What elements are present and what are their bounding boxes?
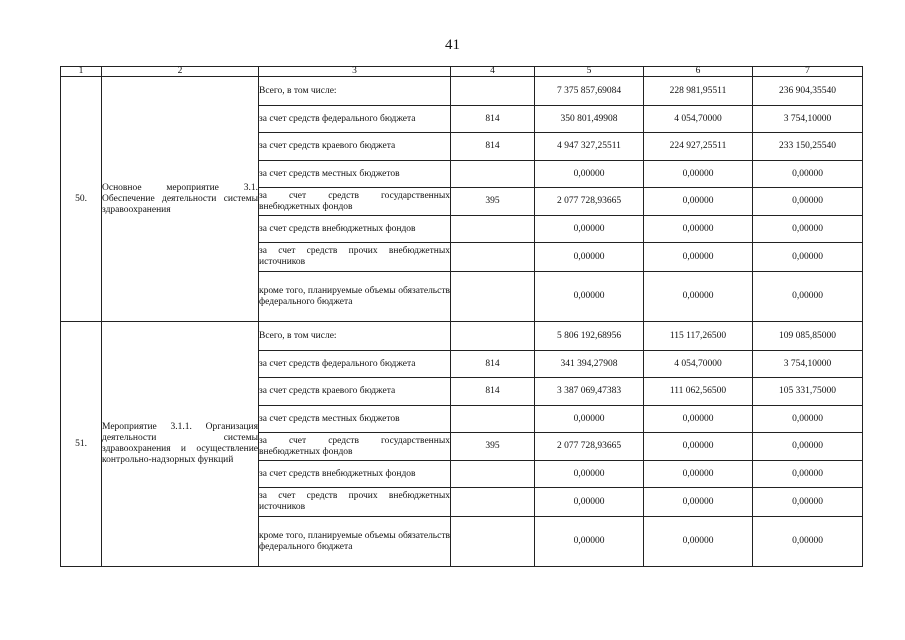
budget-code: 814 bbox=[451, 106, 535, 133]
measure-name: Основное мероприятие 3.1. Обеспечение деятельности системы здравоохранения bbox=[102, 77, 259, 322]
row-number: 50. bbox=[61, 77, 102, 322]
budget-code bbox=[451, 77, 535, 106]
table-row bbox=[61, 77, 863, 106]
budget-code bbox=[451, 272, 535, 322]
column-header: 2 bbox=[102, 67, 259, 77]
amount-col-6: 0,00000 bbox=[644, 188, 753, 216]
funding-source: кроме того, планируемые объемы обязательств федерального бюджета bbox=[259, 517, 451, 567]
amount-col-7: 0,00000 bbox=[753, 161, 863, 188]
budget-code bbox=[451, 243, 535, 272]
amount-col-7: 236 904,35540 bbox=[753, 77, 863, 106]
amount-col-7: 0,00000 bbox=[753, 488, 863, 517]
budget-code: 395 bbox=[451, 433, 535, 461]
budget-code bbox=[451, 488, 535, 517]
amount-col-7: 233 150,25540 bbox=[753, 133, 863, 161]
amount-col-7: 0,00000 bbox=[753, 461, 863, 488]
amount-col-5: 0,00000 bbox=[535, 216, 644, 243]
amount-col-6: 224 927,25511 bbox=[644, 133, 753, 161]
amount-col-7: 105 331,75000 bbox=[753, 378, 863, 406]
row-number: 51. bbox=[61, 322, 102, 567]
amount-col-6: 111 062,56500 bbox=[644, 378, 753, 406]
budget-code bbox=[451, 322, 535, 351]
budget-code: 814 bbox=[451, 378, 535, 406]
amount-col-6: 0,00000 bbox=[644, 243, 753, 272]
amount-col-6: 0,00000 bbox=[644, 517, 753, 567]
funding-source: за счет средств государственных внебюджетных фондов bbox=[259, 433, 451, 461]
column-header: 7 bbox=[753, 67, 863, 77]
funding-source: за счет средств федерального бюджета bbox=[259, 351, 451, 378]
funding-source: за счет средств внебюджетных фондов bbox=[259, 216, 451, 243]
funding-source: за счет средств местных бюджетов bbox=[259, 406, 451, 433]
amount-col-6: 0,00000 bbox=[644, 433, 753, 461]
budget-code: 395 bbox=[451, 188, 535, 216]
funding-source: за счет средств федерального бюджета bbox=[259, 106, 451, 133]
amount-col-7: 109 085,85000 bbox=[753, 322, 863, 351]
budget-code bbox=[451, 461, 535, 488]
amount-col-5: 2 077 728,93665 bbox=[535, 188, 644, 216]
amount-col-5: 5 806 192,68956 bbox=[535, 322, 644, 351]
amount-col-7: 0,00000 bbox=[753, 188, 863, 216]
amount-col-5: 3 387 069,47383 bbox=[535, 378, 644, 406]
amount-col-5: 0,00000 bbox=[535, 243, 644, 272]
measure-name: Мероприятие 3.1.1. Организация деятельности системы здравоохранения и осуществление контрольно-надзорных функций bbox=[102, 322, 259, 567]
amount-col-6: 0,00000 bbox=[644, 461, 753, 488]
budget-code bbox=[451, 161, 535, 188]
budget-code bbox=[451, 406, 535, 433]
funding-source: кроме того, планируемые объемы обязательств федерального бюджета bbox=[259, 272, 451, 322]
amount-col-7: 3 754,10000 bbox=[753, 106, 863, 133]
column-header: 5 bbox=[535, 67, 644, 77]
amount-col-7: 0,00000 bbox=[753, 433, 863, 461]
page-number: 41 bbox=[445, 37, 460, 53]
budget-code bbox=[451, 517, 535, 567]
column-header: 1 bbox=[61, 67, 102, 77]
budget-code: 814 bbox=[451, 351, 535, 378]
amount-col-6: 115 117,26500 bbox=[644, 322, 753, 351]
amount-col-5: 2 077 728,93665 bbox=[535, 433, 644, 461]
amount-col-5: 0,00000 bbox=[535, 161, 644, 188]
amount-col-6: 0,00000 bbox=[644, 488, 753, 517]
amount-col-7: 0,00000 bbox=[753, 272, 863, 322]
funding-source: за счет средств краевого бюджета bbox=[259, 133, 451, 161]
amount-col-5: 0,00000 bbox=[535, 461, 644, 488]
amount-col-6: 0,00000 bbox=[644, 406, 753, 433]
column-header: 3 bbox=[259, 67, 451, 77]
funding-source: за счет средств прочих внебюджетных источников bbox=[259, 243, 451, 272]
amount-col-6: 0,00000 bbox=[644, 216, 753, 243]
amount-col-6: 228 981,95511 bbox=[644, 77, 753, 106]
amount-col-5: 341 394,27908 bbox=[535, 351, 644, 378]
funding-source: за счет средств государственных внебюджетных фондов bbox=[259, 188, 451, 216]
amount-col-5: 0,00000 bbox=[535, 272, 644, 322]
funding-source: за счет средств краевого бюджета bbox=[259, 378, 451, 406]
funding-source: Всего, в том числе: bbox=[259, 77, 451, 106]
column-header: 6 bbox=[644, 67, 753, 77]
funding-source: Всего, в том числе: bbox=[259, 322, 451, 351]
budget-code bbox=[451, 216, 535, 243]
amount-col-5: 0,00000 bbox=[535, 517, 644, 567]
amount-col-5: 7 375 857,69084 bbox=[535, 77, 644, 106]
column-header: 4 bbox=[451, 67, 535, 77]
amount-col-7: 0,00000 bbox=[753, 517, 863, 567]
header-row bbox=[61, 67, 863, 77]
amount-col-5: 350 801,49908 bbox=[535, 106, 644, 133]
amount-col-7: 0,00000 bbox=[753, 406, 863, 433]
funding-source: за счет средств прочих внебюджетных источников bbox=[259, 488, 451, 517]
budget-table bbox=[60, 66, 863, 567]
amount-col-6: 4 054,70000 bbox=[644, 106, 753, 133]
amount-col-7: 3 754,10000 bbox=[753, 351, 863, 378]
amount-col-6: 4 054,70000 bbox=[644, 351, 753, 378]
funding-source: за счет средств местных бюджетов bbox=[259, 161, 451, 188]
amount-col-7: 0,00000 bbox=[753, 216, 863, 243]
amount-col-7: 0,00000 bbox=[753, 243, 863, 272]
amount-col-6: 0,00000 bbox=[644, 161, 753, 188]
amount-col-5: 4 947 327,25511 bbox=[535, 133, 644, 161]
funding-source: за счет средств внебюджетных фондов bbox=[259, 461, 451, 488]
table-row bbox=[61, 322, 863, 351]
amount-col-5: 0,00000 bbox=[535, 406, 644, 433]
amount-col-6: 0,00000 bbox=[644, 272, 753, 322]
budget-code: 814 bbox=[451, 133, 535, 161]
amount-col-5: 0,00000 bbox=[535, 488, 644, 517]
